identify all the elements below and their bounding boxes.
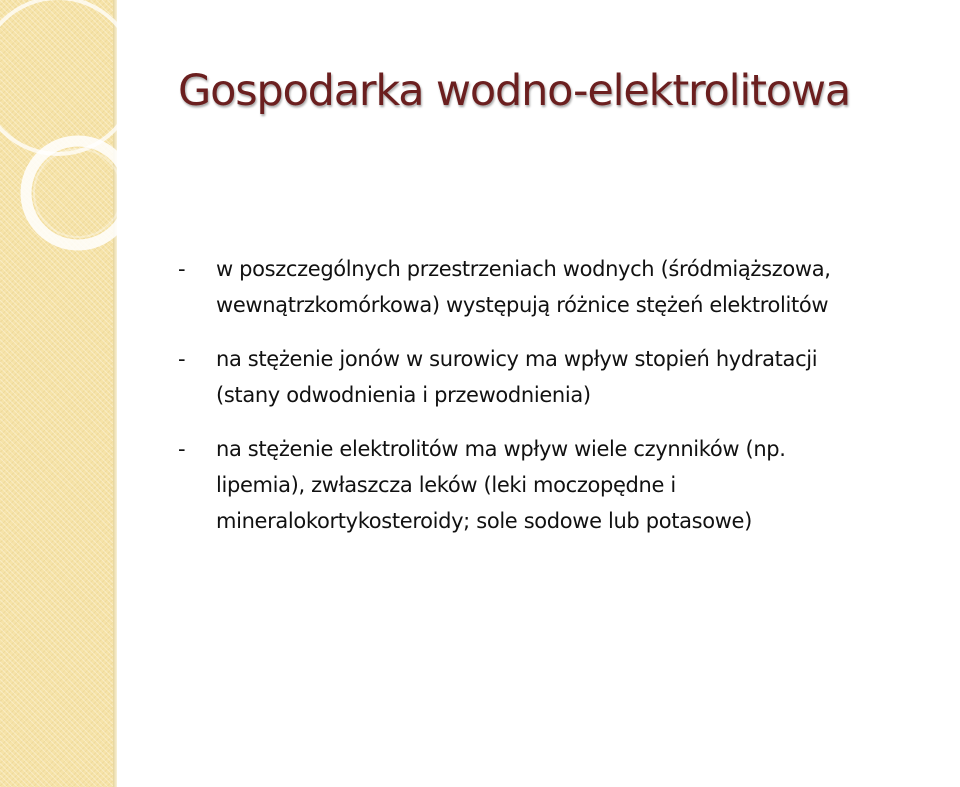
bullet-line: mineralokortykosteroidy; sole sodowe lub potasowe): [216, 509, 752, 533]
bullet-marker: -: [178, 437, 186, 461]
bullet-line: lipemia), zwłaszcza leków (leki moczopędne i: [216, 473, 676, 497]
bullet-line: (stany odwodnienia i przewodnienia): [216, 383, 591, 407]
bullet-item: [178, 251, 948, 323]
bullet-line: w poszczególnych przestrzeniach wodnych (śródmiąższowa,: [216, 257, 831, 281]
bullet-line: na stężenie jonów w surowicy ma wpływ stopień hydratacji: [216, 347, 818, 371]
ring-small: [26, 141, 130, 245]
bullet-marker: -: [178, 257, 186, 281]
bullet-marker: -: [178, 347, 186, 371]
ring-small-inner: [34, 149, 122, 237]
slide-content: [178, 251, 948, 557]
slide-title: Gospodarka wodno-elektrolitowa: [178, 66, 851, 116]
ring-large: [0, 0, 136, 154]
bullet-item: [178, 431, 948, 539]
ring-decoration: [0, 0, 160, 300]
bullet-line: wewnątrzkomórkowa) występują różnice stężeń elektrolitów: [216, 293, 829, 317]
bullet-item: [178, 341, 948, 413]
bullet-line: na stężenie elektrolitów ma wpływ wiele czynników (np.: [216, 437, 786, 461]
